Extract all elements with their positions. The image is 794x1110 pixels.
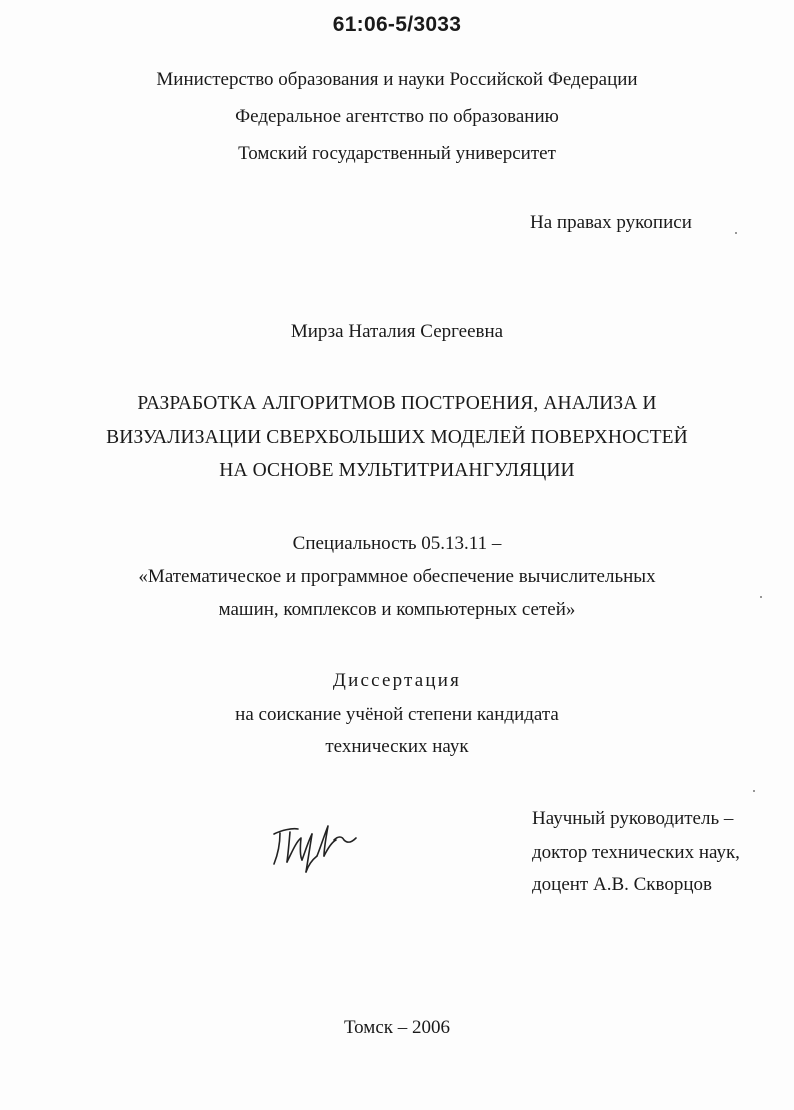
city-year: Томск – 2006 [343,1017,450,1038]
dissertation-heading: Диссертация [332,670,462,691]
specialty-line-1: Специальность 05.13.11 – [292,533,502,554]
university-name: Томский государственный университет [238,143,556,164]
author-name: Мирза Наталия Сергеевна [290,321,504,342]
dissertation-line-2: технических наук [325,736,469,757]
archive-code: 61:06-5/3033 [332,13,462,36]
specialty-line-3: машин, комплексов и компьютерных сетей» [218,599,576,620]
scan-speck [735,232,737,234]
manuscript-note: На правах рукописи [530,212,692,233]
supervisor-line-1: Научный руководитель – [532,808,734,829]
ministry-name: Министерство образования и науки Российской Федерации [156,69,638,90]
scan-speck [760,596,762,598]
dissertation-line-1: на соискание учёной степени кандидата [235,704,559,725]
handwritten-signature [268,812,368,874]
agency-name: Федеральное агентство по образованию [235,106,559,127]
scan-speck [753,790,755,792]
title-line-2: ВИЗУАЛИЗАЦИИ СВЕРХБОЛЬШИХ МОДЕЛЕЙ ПОВЕРХНОСТЕЙ [106,427,688,448]
supervisor-line-2: доктор технических наук, [532,842,740,863]
title-line-1: РАЗРАБОТКА АЛГОРИТМОВ ПОСТРОЕНИЯ, АНАЛИЗА И [137,393,657,414]
specialty-line-2: «Математическое и программное обеспечение вычислительных [138,566,656,587]
supervisor-line-3: доцент А.В. Скворцов [532,874,713,895]
title-line-3: НА ОСНОВЕ МУЛЬТИТРИАНГУЛЯЦИИ [219,460,575,481]
